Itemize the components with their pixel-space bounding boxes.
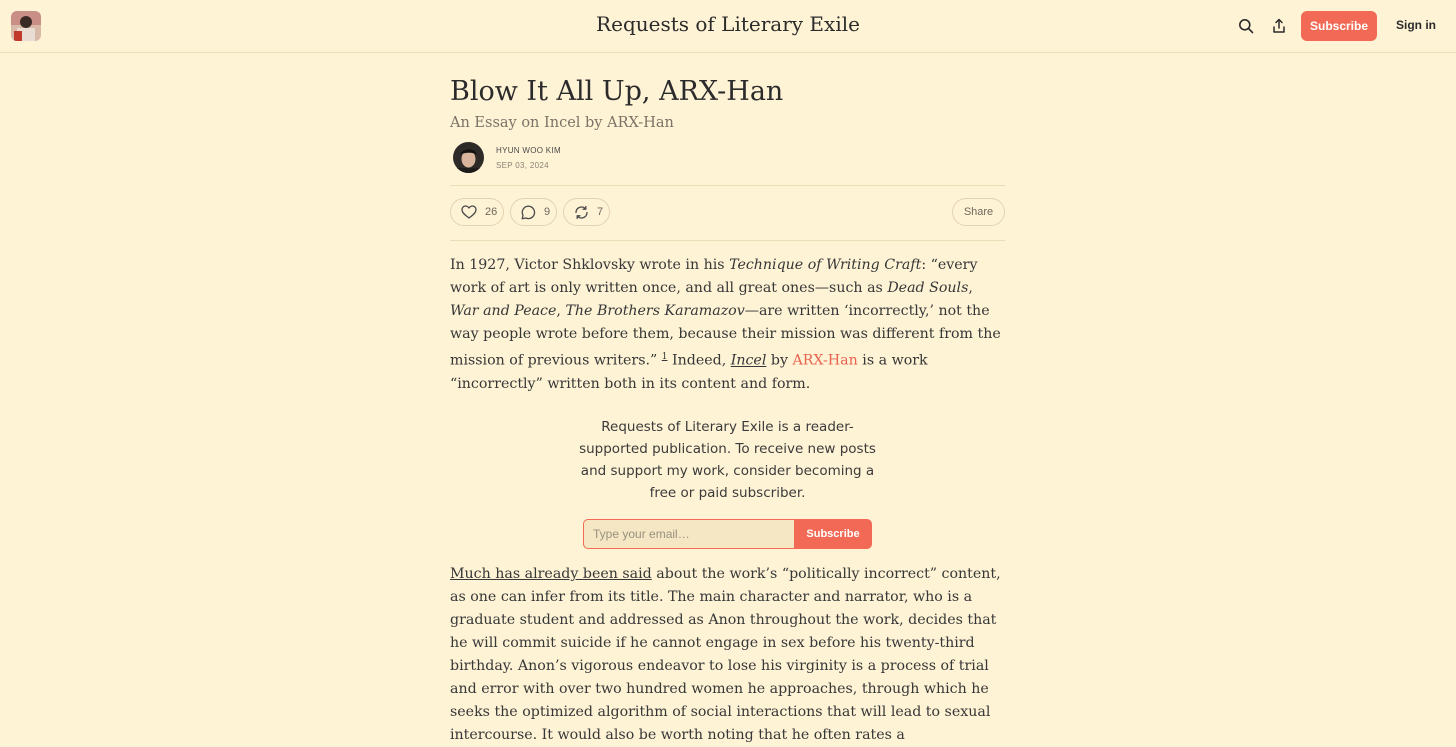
comment-button[interactable]	[510, 198, 557, 226]
comment-icon	[521, 205, 536, 220]
post-subtitle: An Essay on Incel by ARX-Han	[450, 115, 674, 131]
top-navigation-bar	[0, 0, 1456, 53]
paragraph-content	[450, 563, 1005, 747]
subscribe-form	[583, 519, 872, 549]
author-name[interactable]: HYUN WOO KIM	[496, 146, 561, 155]
share-button[interactable]	[952, 198, 1005, 226]
incel-link[interactable]: Incel	[730, 352, 767, 369]
search-icon[interactable]	[1235, 15, 1257, 37]
post-action-bar	[450, 185, 1005, 241]
subscribe-prompt-text: Requests of Literary Exile is a reader-supported publication. To receive new posts and support my work, consider becoming a free or paid subscriber.	[579, 418, 876, 501]
post-date: SEP 03, 2024	[496, 161, 549, 170]
book-title: Technique of Writing Craft	[729, 257, 922, 273]
text-span: : “every work of art is only written once, and all great ones—such as	[450, 257, 978, 296]
book-title: Dead Souls	[887, 280, 969, 296]
much-said-link[interactable]: Much has already been said	[450, 565, 652, 582]
author-link[interactable]: ARX-Han	[792, 352, 858, 369]
text-span: In 1927, Victor Shklovsky wrote in his	[450, 257, 730, 273]
subscribe-submit-button[interactable]: Subscribe	[794, 519, 872, 549]
share-icon[interactable]	[1268, 15, 1290, 37]
header-subscribe-button[interactable]: Subscribe	[1301, 11, 1377, 41]
text-span: by	[766, 352, 793, 369]
post-title: Blow It All Up, ARX-Han	[450, 76, 784, 107]
like-button[interactable]	[450, 198, 504, 226]
heart-icon	[461, 205, 477, 219]
text-span: about the work’s “politically incorrect” content, as one can infer from its title. The main character and narrator, who is a graduate student and addressed as Anon throughout the work, decides that he will commit suicide if he cannot engage in sex before his twenty-third birthday. Anon’s vigorous endeavor to lose his virginity is a process of trial and error with over two hundred women he approaches, through which he seeks the optimized algorithm of social interactions that will lead to sexual intercourse. It would also be worth noting that he often rates a	[450, 565, 1001, 743]
text-span: ,	[556, 303, 566, 319]
email-input[interactable]	[583, 519, 796, 549]
text-span: —are written ‘incorrectly,’ not the way people wrote before them, because their mission was different from the mission of previous writers.”	[450, 303, 1001, 369]
text-span: is a work “incorrectly” written both in its content and form.	[450, 352, 928, 392]
publication-title[interactable]: Requests of Literary Exile	[596, 12, 860, 36]
restack-count: 7	[597, 206, 604, 218]
byline	[450, 141, 1005, 181]
sign-in-link[interactable]: Sign in	[1396, 18, 1436, 32]
restack-button[interactable]	[563, 198, 610, 226]
text-span: Indeed,	[667, 352, 731, 369]
book-title: The Brothers Karamazov	[565, 303, 745, 319]
restack-icon	[574, 205, 589, 220]
comment-count: 9	[544, 206, 551, 218]
book-title: War and Peace	[450, 303, 557, 319]
post-article	[450, 53, 1005, 747]
author-avatar[interactable]	[453, 142, 484, 173]
text-span: ,	[968, 280, 973, 296]
paragraph-intro	[450, 254, 1005, 396]
footnote-link[interactable]: 1	[661, 352, 668, 362]
share-label: Share	[963, 206, 994, 218]
like-count: 26	[485, 206, 498, 218]
